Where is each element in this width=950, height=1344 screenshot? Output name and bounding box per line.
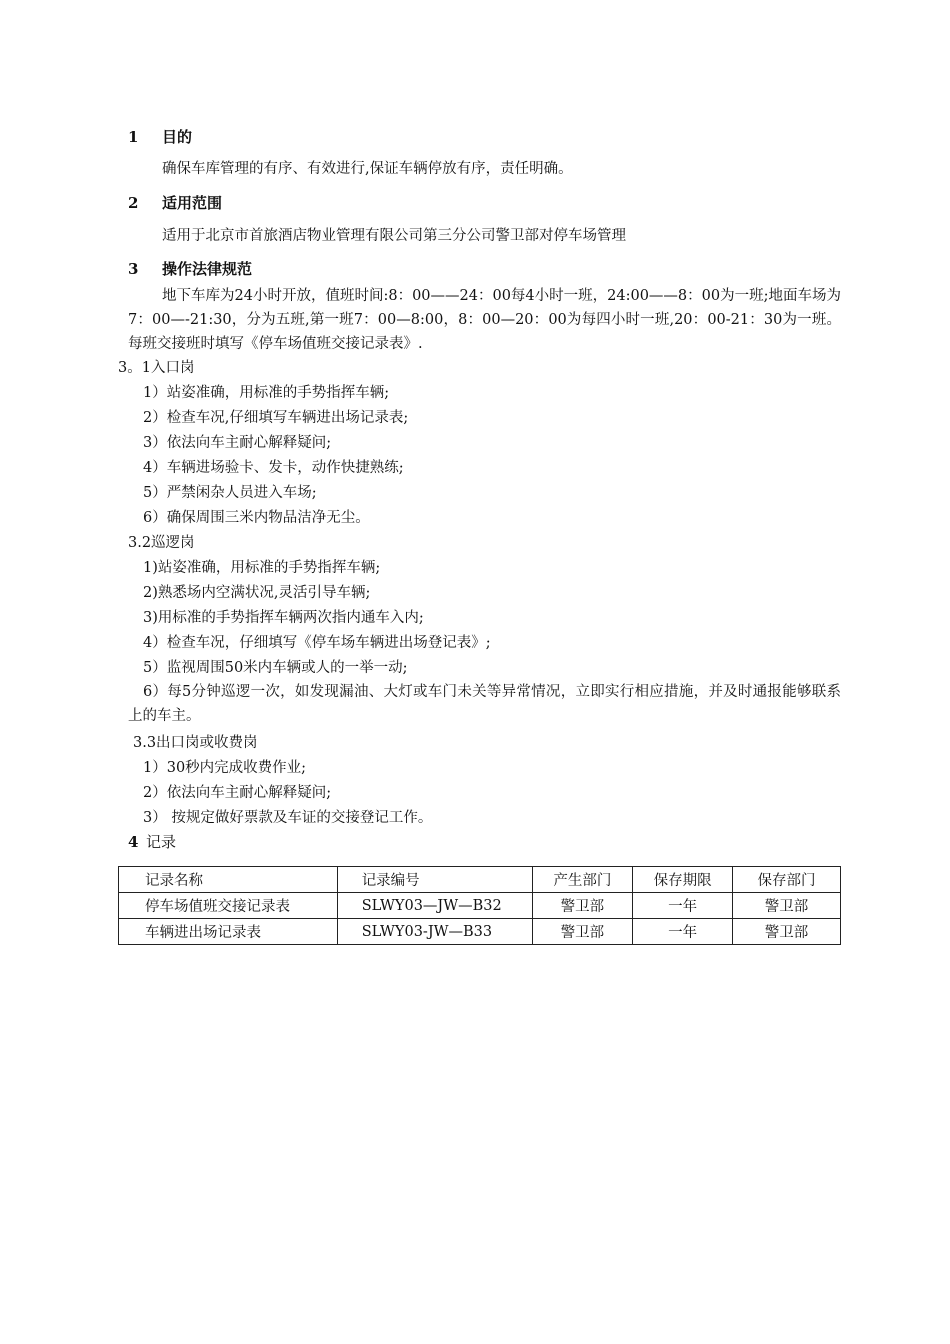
table-row xyxy=(119,893,841,919)
section-1-heading xyxy=(128,127,192,147)
records-table xyxy=(118,866,841,945)
list-item: 2）检查车况,仔细填写车辆进出场记录表; xyxy=(143,410,409,426)
section-number: 3 xyxy=(128,260,139,278)
section-3-heading xyxy=(128,259,252,279)
table-cell: 一年 xyxy=(633,919,733,945)
section-title: 目的 xyxy=(162,128,193,146)
list-item: 6）每5分钟巡逻一次，如发现漏油、大灯或车门未关等异常情况，立即实行相应措施，并及时通报能够联系上的车主。 xyxy=(128,684,841,724)
header-cell: 记录编号 xyxy=(337,867,532,893)
table-cell: 警卫部 xyxy=(732,919,840,945)
section-2-heading xyxy=(128,193,222,213)
table-cell: 警卫部 xyxy=(532,919,633,945)
section-1-body: 确保车库管理的有序、有效进行,保证车辆停放有序，责任明确。 xyxy=(162,161,573,177)
list-item: 4）车辆进场验卡、发卡，动作快捷熟练; xyxy=(143,460,404,476)
section-3-intro xyxy=(128,284,841,356)
table-row xyxy=(119,919,841,945)
table-cell: 一年 xyxy=(633,893,733,919)
subsection-3-2-title: 3.2巡逻岗 xyxy=(128,535,195,551)
section-number: 1 xyxy=(128,128,139,146)
table-cell: 停车场值班交接记录表 xyxy=(119,893,338,919)
list-item: 2)熟悉场内空满状况,灵活引导车辆; xyxy=(143,585,371,601)
table-cell: 警卫部 xyxy=(532,893,633,919)
list-item: 3）依法向车主耐心解释疑问; xyxy=(143,435,332,451)
table-header-row xyxy=(119,867,841,893)
list-item: 2）依法向车主耐心解释疑问; xyxy=(143,785,332,801)
header-cell: 产生部门 xyxy=(532,867,633,893)
section-number: 4 xyxy=(128,833,139,851)
subsection-3-3-title: 3.3出口岗或收费岗 xyxy=(133,735,258,751)
table-cell: SLWY03—JW—B32 xyxy=(337,893,532,919)
section-title: 适用范围 xyxy=(162,194,223,212)
list-item: 1)站姿准确，用标准的手势指挥车辆; xyxy=(143,560,381,576)
section-title: 操作法律规范 xyxy=(162,260,253,278)
list-item: 3） 按规定做好票款及车证的交接登记工作。 xyxy=(143,810,433,826)
header-cell: 保存期限 xyxy=(633,867,733,893)
subsection-3-1-title: 3。1入口岗 xyxy=(118,360,195,376)
intro-paragraph: 地下车库为24小时开放，值班时间:8：00——24：00每4小时一班，24:00——8：00为一班;地面车场为7：00—-21:30，分为五班,第一班7：00—8:00，8：00—20：00为每四小时一班,20：00-21：30为一班。每班交接班时填写《停车场值班交接记录表》. xyxy=(128,288,841,352)
section-number: 2 xyxy=(128,194,139,212)
list-item: 6）确保周围三米内物品洁净无尘。 xyxy=(143,510,370,526)
list-item: 3)用标准的手势指挥车辆两次指内通车入内; xyxy=(143,610,424,626)
table-cell: 警卫部 xyxy=(732,893,840,919)
list-item: 5）监视周围50米内车辆或人的一举一动; xyxy=(143,660,408,676)
section-title: 记录 xyxy=(146,833,177,851)
section-2-body: 适用于北京市首旅酒店物业管理有限公司第三分公司警卫部对停车场管理 xyxy=(162,228,626,244)
list-item: 1）30秒内完成收费作业; xyxy=(143,760,307,776)
section-4-heading xyxy=(128,832,176,852)
list-item-wrapped xyxy=(128,680,841,728)
header-cell: 保存部门 xyxy=(732,867,840,893)
table-cell: SLWY03-JW—B33 xyxy=(337,919,532,945)
list-item: 5）严禁闲杂人员进入车场; xyxy=(143,485,317,501)
table-cell: 车辆进出场记录表 xyxy=(119,919,338,945)
list-item: 1）站姿准确，用标准的手势指挥车辆; xyxy=(143,385,390,401)
list-item: 4）检查车况，仔细填写《停车场车辆进出场登记表》; xyxy=(143,635,491,651)
header-cell: 记录名称 xyxy=(119,867,338,893)
